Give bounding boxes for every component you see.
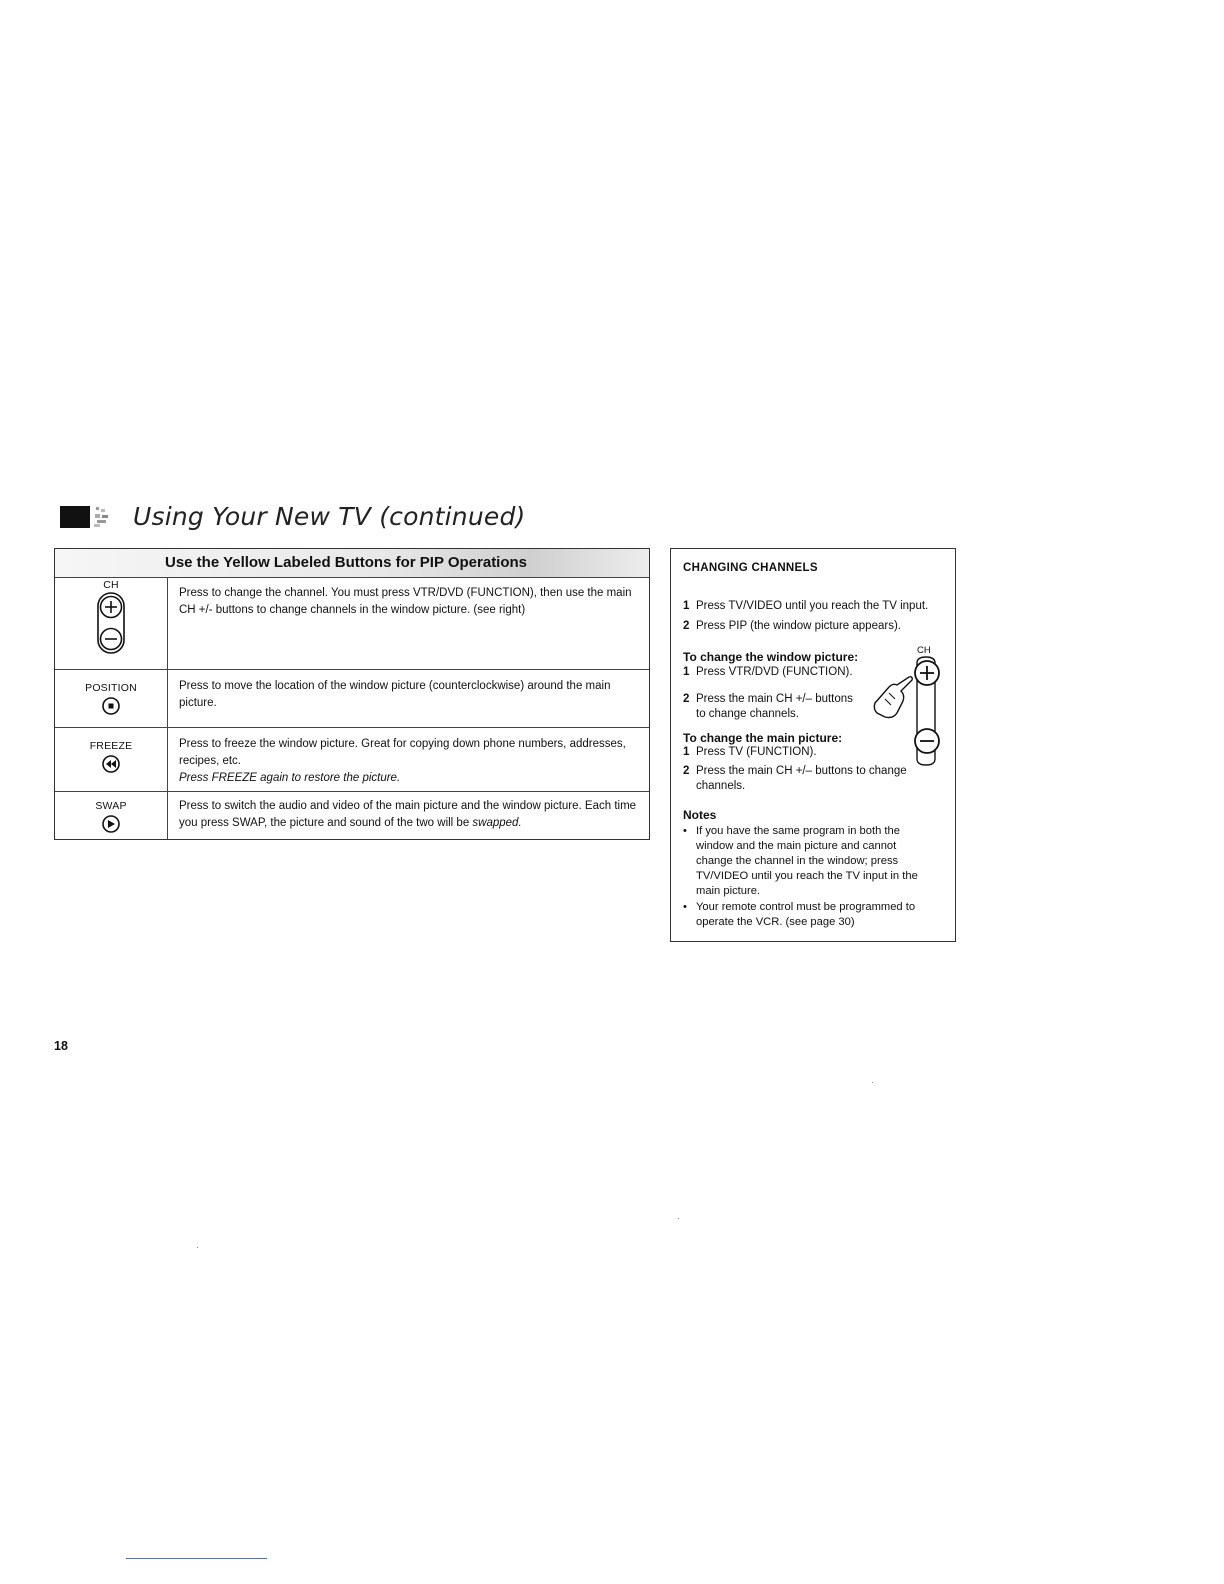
swap-button-icon[interactable] [101, 814, 121, 834]
scan-speck [197, 1247, 198, 1248]
table-row-position [55, 669, 649, 727]
window-picture-heading: To change the window picture: [683, 650, 859, 664]
scan-speck [678, 1218, 679, 1219]
position-description: Press to move the location of the window picture (counterclockwise) around the main picture. [179, 680, 611, 709]
main-step-1: 1 Press TV (FUNCTION). [683, 746, 817, 758]
window-step-1: 1 Press VTR/DVD (FUNCTION). [683, 666, 853, 678]
page-number: 18 [54, 1039, 68, 1053]
freeze-note: Press FREEZE again to restore the picture. [179, 772, 401, 784]
cc-step-1: 1 Press TV/VIDEO until you reach the TV input. [683, 600, 929, 612]
ch-button-label: CH [103, 579, 119, 591]
pip-operations-table [54, 548, 650, 840]
table-row-freeze [55, 727, 649, 791]
pip-table-heading [55, 549, 649, 578]
pointing-hand-icon [869, 675, 915, 723]
changing-channels-title: CHANGING CHANNELS [683, 562, 818, 574]
ch-illustration-label: CH [917, 645, 931, 656]
freeze-button-icon[interactable] [101, 754, 121, 774]
changing-channels-box [670, 548, 956, 942]
section-marker [60, 506, 90, 528]
swap-button-label: SWAP [95, 800, 127, 812]
window-step-2: 2 Press the main CH +/– buttons [683, 693, 853, 705]
scan-artifact-line [126, 1558, 267, 1559]
swap-description [179, 798, 637, 832]
swap-emphasis: swapped. [472, 817, 522, 829]
cc-step-2: 2 Press PIP (the window picture appears). [683, 620, 901, 632]
main-picture-heading: To change the main picture: [683, 731, 843, 745]
swap-description-text: Press to switch the audio and video of the main picture and the window picture. Each time you press SWAP, the picture and sound of the two will be [179, 800, 637, 829]
window-step-2-cont: to change channels. [696, 708, 799, 720]
position-button-label: POSITION [85, 682, 137, 694]
main-step-2: 2 Press the main CH +/– buttons to change [683, 765, 907, 777]
ch-description: Press to change the channel. You must press VTR/DVD (FUNCTION), then use the main CH +/- buttons to change channels in the window picture. (see right) [179, 587, 632, 616]
table-row-ch [55, 577, 649, 669]
remote-icon [92, 505, 114, 529]
freeze-button-label: FREEZE [89, 740, 133, 752]
table-row-swap [55, 791, 649, 839]
ch-plus-minus-icon[interactable] [96, 591, 126, 655]
section-title: Using Your New TV (continued) [133, 502, 526, 531]
freeze-description [179, 736, 637, 787]
pip-heading-text: Use the Yellow Labeled Buttons for PIP Operations [165, 554, 528, 571]
note-item: • If you have the same program in both the window and the main picture and cannot change the channel in the window; press TV/VIDEO until you reach the TV input in the main picture. [683, 825, 918, 897]
scan-speck [872, 1082, 873, 1083]
notes-heading: Notes [683, 808, 717, 822]
note-item: • Your remote control must be programmed to operate the VCR. (see page 30) [683, 901, 916, 928]
main-step-2-cont: channels. [696, 780, 746, 792]
position-button-icon[interactable] [101, 696, 121, 716]
freeze-description-text: Press to freeze the window picture. Great for copying down phone numbers, addresses, recipes, etc. [179, 738, 626, 767]
